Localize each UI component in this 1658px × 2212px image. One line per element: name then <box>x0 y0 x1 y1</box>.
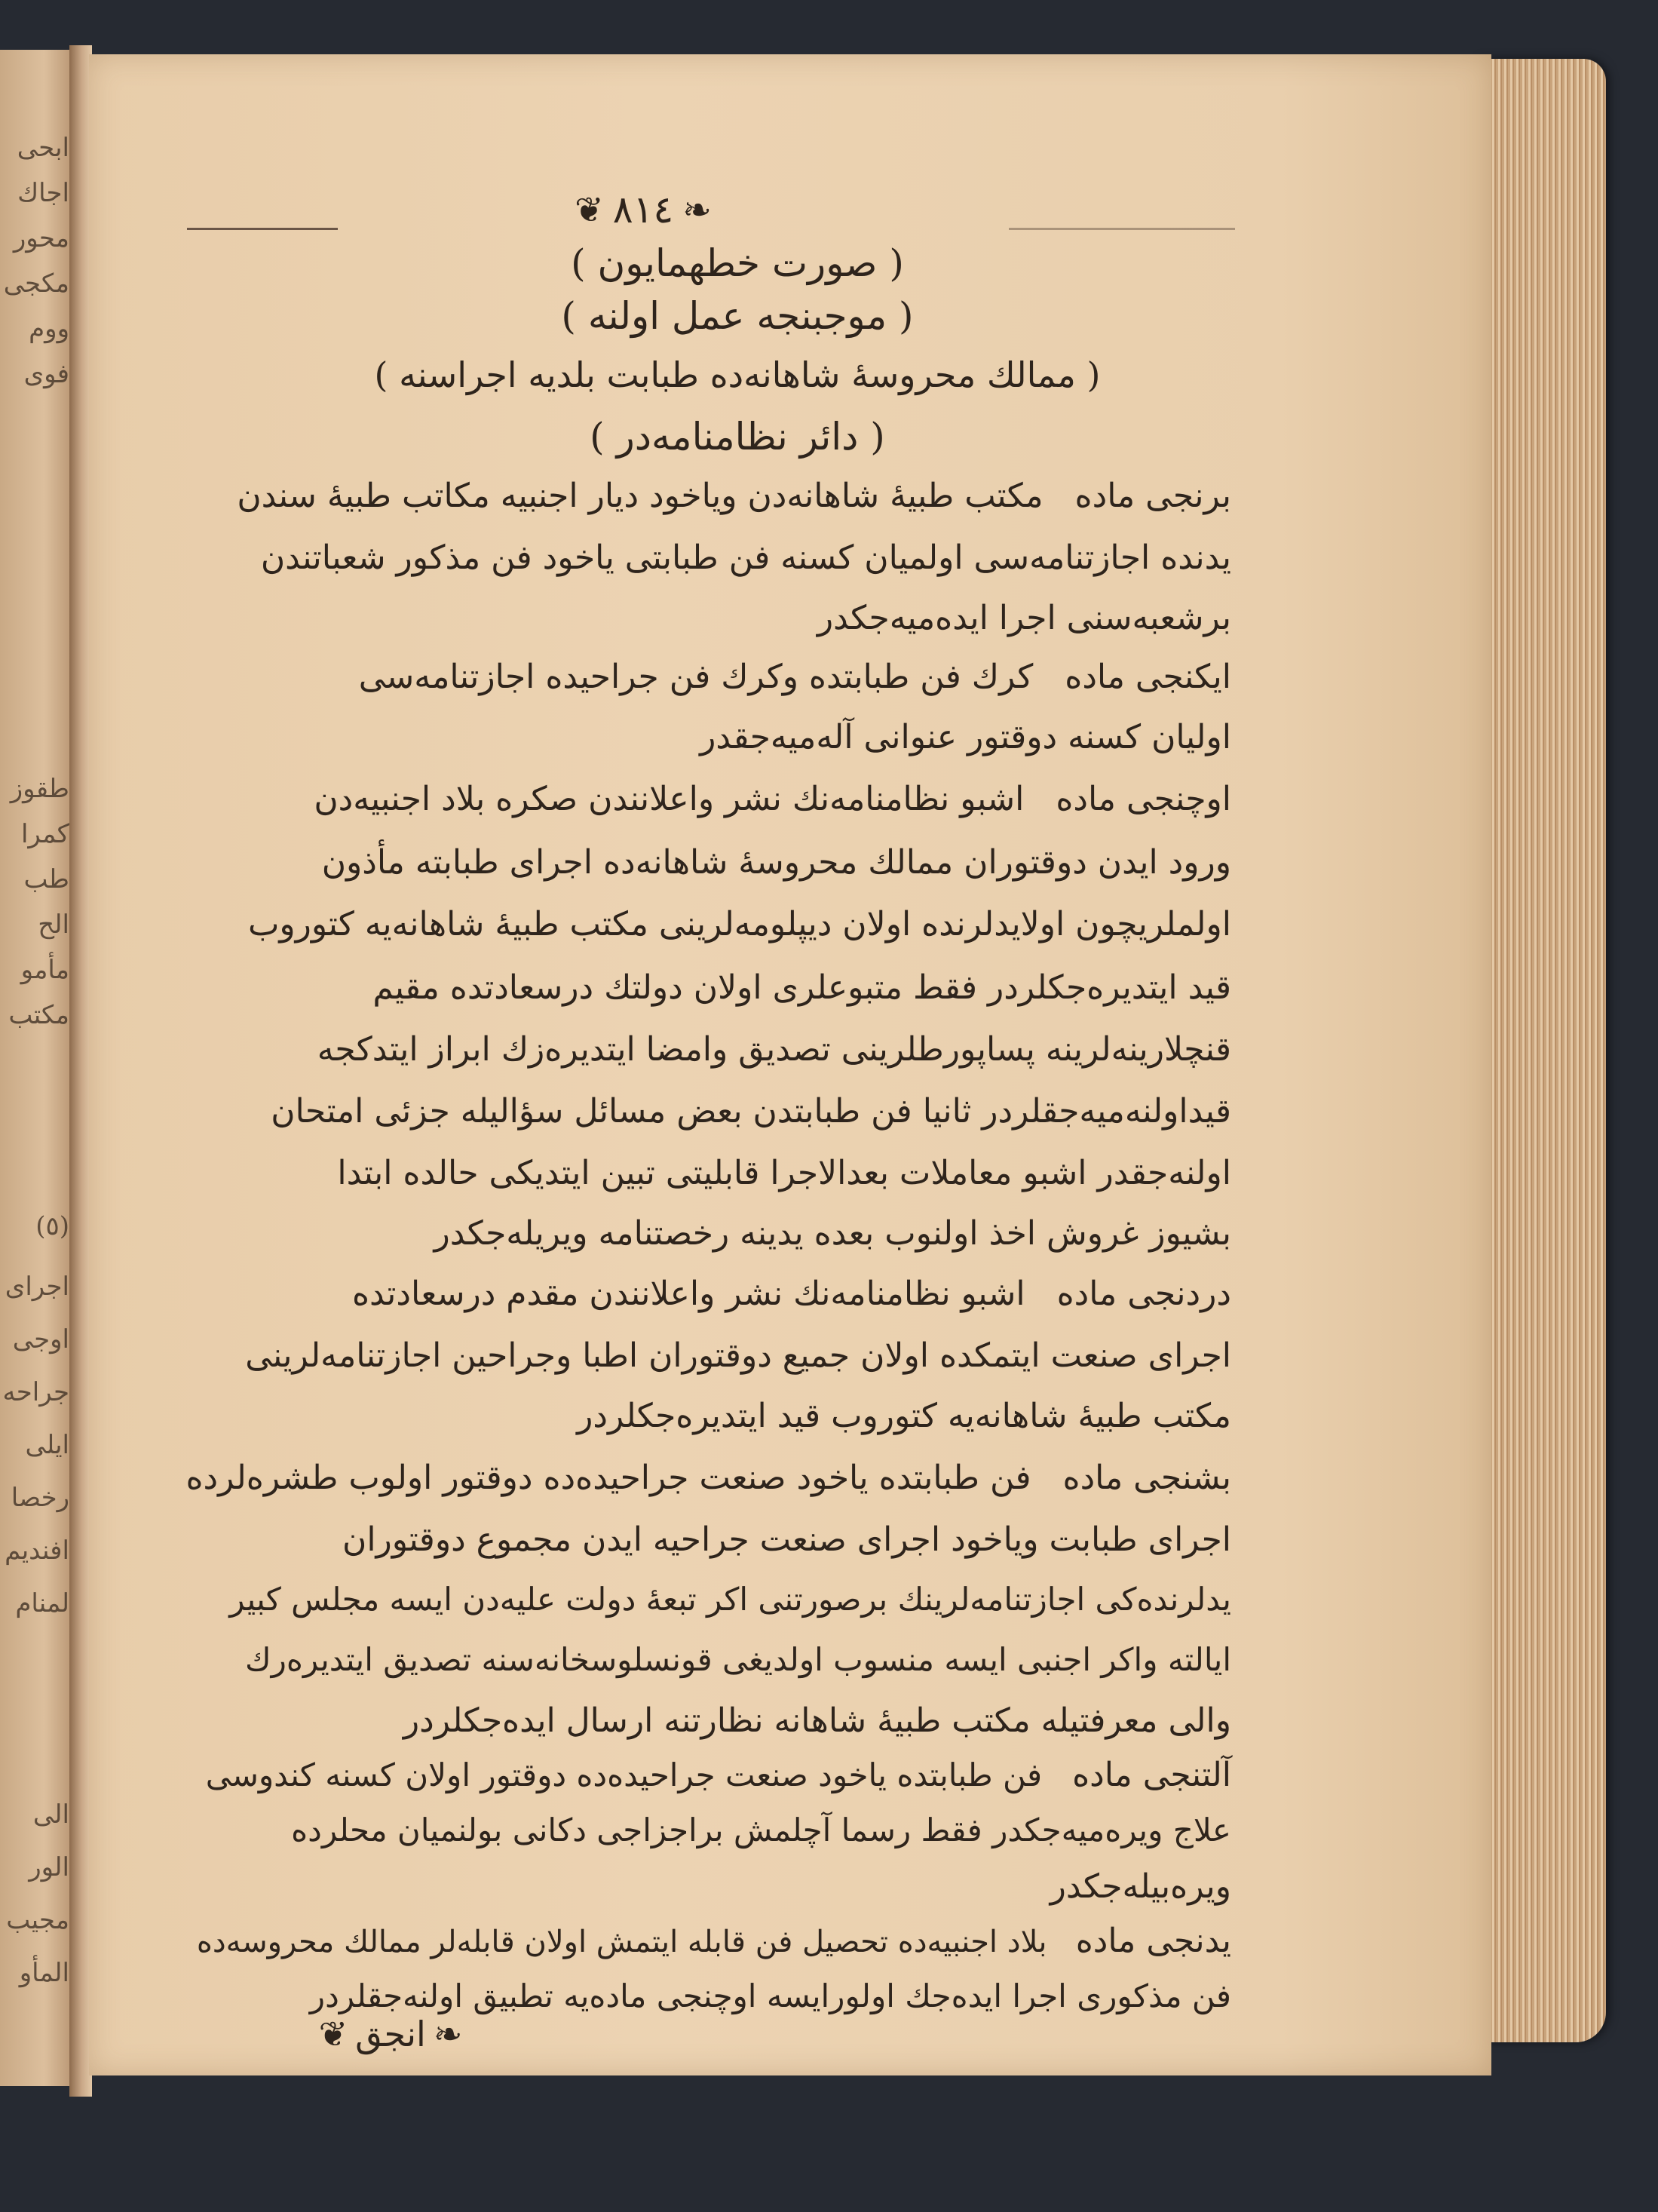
article-text <box>206 1756 1231 1794</box>
article-text <box>372 968 1231 1007</box>
article-line: بشيوز غروش اخذ اولنوب بعده يدينه رخصتنامه ويريله‌جکدر <box>434 1214 1231 1253</box>
article-line: ايالته واکر اجنبی ايسه منسوب اولديغی قونسلوسخانه‌سنه تصديق ايتديره‌رك <box>245 1641 1231 1678</box>
margin-fragment: لمنام <box>15 1588 69 1618</box>
article-line: قنچلارينه‌لرينه پساپورطلرينی تصديق وامضا ايتديره‌زك ابراز ايتدکجه <box>317 1030 1231 1069</box>
article-line: اشبو نظامنامه‌نك نشر واعلانندن صکره بلاد اجنبيه‌دن <box>314 780 1025 818</box>
page-number-value: ۸۱٤ <box>612 188 674 232</box>
heading-line: ( صورت خطهمايون ) <box>571 241 904 285</box>
margin-fragment: افنديم <box>5 1536 69 1566</box>
article-text <box>245 1641 1231 1678</box>
margin-fragment: ابحی <box>17 133 69 163</box>
heading-line: ( موجبنجه عمل اولنه ) <box>561 294 914 338</box>
article-line: اولنه‌جقدر اشبو معاملات بعدالاجرا قابليتی تبين ايتديکی حالده ابتدا <box>337 1154 1231 1192</box>
article-label: بشنجی ماده <box>1062 1459 1231 1497</box>
article-line: فن مذکوری اجرا ايده‌جك اولورايسه اوچنجی ماده‌يه تطبيق اولنه‌جقلردر <box>309 1977 1231 2014</box>
article-text <box>314 780 1231 818</box>
article-line: فن طبابتده ياخود صنعت جراحيده‌ده دوقتور اولوب طشره‌لرده <box>185 1459 1031 1497</box>
header-rule-right <box>1009 228 1235 230</box>
margin-fragment: طقوز <box>10 774 69 804</box>
margin-fragment: طب <box>23 864 69 894</box>
margin-fragment: اجاك <box>17 178 69 208</box>
margin-fragment: رخصا <box>11 1483 69 1513</box>
article-line: فن طبابتده ياخود صنعت جراحيده‌ده دوقتور اولان کسنه کندوسی <box>205 1756 1043 1793</box>
article-text <box>317 1030 1231 1069</box>
article-label: دردنجی ماده <box>1056 1275 1231 1313</box>
heading-line: ( ممالك محروسهٔ شاهانه‌ده طبابت بلديه اجراسنه ) <box>374 354 1101 395</box>
article-line: اجرای طبابت وياخود اجرای صنعت جراحيه ايدن مجموع دوقتوران <box>342 1520 1231 1559</box>
page-block-edge <box>1478 59 1606 2042</box>
ornament-left-icon: ❦ <box>318 2014 348 2054</box>
margin-fragment: فوی <box>23 359 69 389</box>
finis-text: انجق <box>355 2014 426 2054</box>
article-line: يدنده اجازتنامه‌سی اولميان کسنه فن طبابتی ياخود فن مذکور شعباتندن <box>260 538 1231 577</box>
article-line: برشعبه‌سنی اجرا ايده‌ميه‌جکدر <box>817 599 1231 637</box>
article-line: يدلرنده‌کی اجازتنامه‌لرينك برصورتنی اکر تبعهٔ دولت عليه‌دن ايسه مجلس کبير <box>229 1581 1231 1618</box>
margin-fragment: اوجی <box>12 1324 69 1355</box>
article-line: ويره‌بيله‌جکدر <box>1050 1867 1231 1906</box>
article-line: قيداولنه‌ميه‌جقلردر ثانيا فن طبابتدن بعض مسائل سؤاليله جزئی امتحان <box>271 1092 1231 1131</box>
article-text <box>577 1397 1231 1435</box>
margin-fragment: جراحه <box>2 1377 69 1407</box>
margin-fragment: كمرا <box>20 819 69 849</box>
margin-fragment: المأو <box>19 1958 69 1988</box>
article-line: اولملريچون اولايدلرنده اولان ديپلومه‌لرينی مکتب طبيهٔ شاهانه‌يه کتوروب <box>247 905 1231 943</box>
article-text <box>261 538 1231 577</box>
article-label: ایکنجی ماده <box>1065 658 1231 696</box>
article-line: کرك فن طبابتده وکرك فن جراحيده اجازتنامه‌سی <box>358 658 1034 696</box>
heading-line: ( دائر نظامنامه‌در ) <box>590 415 885 459</box>
article-text <box>245 1336 1231 1375</box>
article-line: اجرای صنعت ايتمکده اولان جميع دوقتوران اطبا وجراحين اجازتنامه‌لرينی <box>245 1336 1231 1375</box>
margin-fragment: الى <box>32 1799 69 1830</box>
article-text <box>1050 1867 1231 1906</box>
article-text <box>229 1581 1231 1618</box>
margin-fragment: (٥) <box>35 1211 69 1241</box>
margin-fragment: الح <box>38 910 69 940</box>
article-text <box>403 1701 1231 1740</box>
margin-fragment: مكتب <box>8 1000 69 1030</box>
article-text <box>359 658 1231 696</box>
header-rule-left <box>187 228 338 230</box>
ornament-right-icon: ❧ <box>682 189 712 230</box>
article-text <box>185 1459 1231 1497</box>
margin-fragment: مأمو <box>20 955 69 985</box>
margin-fragment: محور <box>13 223 69 253</box>
article-text <box>237 477 1231 515</box>
previous-page-edge <box>0 50 74 2086</box>
article-label: برنجی ماده <box>1074 477 1231 515</box>
article-text <box>352 1275 1231 1313</box>
ornament-right-icon: ❧ <box>433 2014 463 2054</box>
page-number <box>556 183 730 237</box>
article-text <box>337 1154 1231 1192</box>
finis-mark <box>300 2008 481 2060</box>
article-text <box>817 599 1231 637</box>
article-text <box>197 1922 1231 1960</box>
article-text <box>342 1520 1231 1559</box>
article-label: يدنجی ماده <box>1075 1922 1231 1960</box>
article-line: قيد ايتديره‌جکلردر فقط متبوعلری اولان دولتك درسعادتده مقيم <box>372 968 1231 1007</box>
article-line: بلاد اجنبيه‌ده تحصيل فن قابله ايتمش اولان قابله‌لر ممالك محروسه‌ده <box>196 1925 1047 1959</box>
article-text <box>434 1214 1231 1253</box>
margin-fragment: اجرای <box>5 1272 69 1302</box>
article-text <box>700 718 1231 756</box>
margin-fragment: الور <box>29 1852 69 1882</box>
article-text <box>271 1092 1231 1131</box>
article-line: علاج ويره‌ميه‌جکدر فقط رسما آچلمش براجزاجی دکانی بولنميان محلرده <box>291 1812 1231 1848</box>
margin-fragment: مكجی <box>3 268 69 299</box>
article-label: آلتنجی ماده <box>1072 1756 1231 1794</box>
article-text <box>291 1812 1231 1848</box>
ornament-left-icon: ❦ <box>575 189 604 230</box>
article-line: اوليان کسنه دوقتور عنوانی آله‌ميه‌جقدر <box>700 718 1231 756</box>
margin-fragment: مجيب <box>6 1905 69 1935</box>
margin-fragment: ايلی <box>25 1430 69 1460</box>
article-line: مکتب طبيهٔ شاهانه‌يه کتوروب قيد ايتديره‌جکلردر <box>577 1397 1231 1435</box>
article-line: مکتب طبیهٔ شاهانه‌دن وياخود ديار اجنبيه مکاتب طبيهٔ سندن <box>237 477 1044 515</box>
book-page <box>89 54 1491 2075</box>
article-line: والی معرفتيله مکتب طبيهٔ شاهانه نظارتنه ارسال ايده‌جکلردر <box>403 1701 1231 1740</box>
article-line: اشبو نظامنامه‌نك نشر واعلانندن مقدم درسعادتده <box>351 1275 1025 1313</box>
article-line: ورود ايدن دوقتوران ممالك محروسهٔ شاهانه‌ده اجرای طبابته مأذون <box>321 843 1231 882</box>
margin-fragment: ووم <box>29 314 69 344</box>
article-label: اوچنجی ماده <box>1056 780 1231 818</box>
article-text <box>248 905 1231 943</box>
article-text <box>322 843 1231 882</box>
